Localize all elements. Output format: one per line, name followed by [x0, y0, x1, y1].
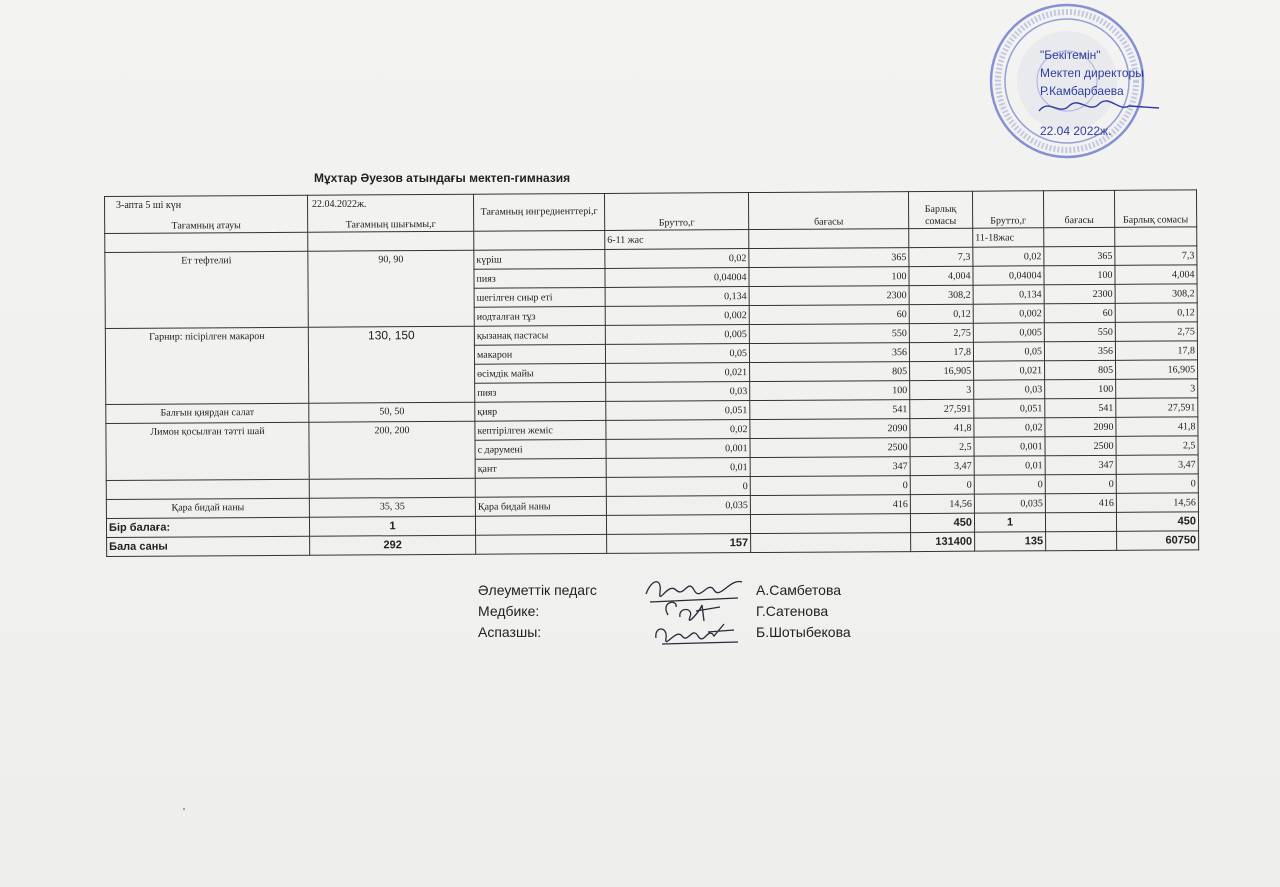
- per-child-count: 1: [309, 516, 475, 536]
- sum-1: 17,8: [909, 342, 973, 361]
- dish-name: Балғын қиярдан салат: [106, 403, 309, 423]
- brutto-1: 0,005: [605, 325, 749, 345]
- brutto-2: 0,002: [973, 304, 1044, 323]
- header-ingredients: Тағамның ингредиенттері,г: [473, 193, 604, 231]
- price-2: 541: [1045, 398, 1116, 417]
- sum-2: 7,3: [1115, 246, 1197, 266]
- ingredient: кептірілген жеміс: [475, 420, 606, 440]
- paper-speck: [183, 808, 185, 810]
- signature-name: Г.Сатенова: [756, 603, 829, 619]
- brutto-1: 0,05: [605, 344, 749, 364]
- dish-yield: [309, 478, 475, 498]
- header-price-2: бағасы: [1043, 190, 1114, 227]
- sum-2: 3: [1116, 379, 1198, 399]
- brutto-1: 0,02: [606, 420, 750, 440]
- sum-1: 14,56: [910, 494, 974, 513]
- price-1: 356: [749, 343, 909, 363]
- children-count: 292: [310, 535, 476, 555]
- brutto-1: 0: [606, 477, 750, 497]
- brutto-1: 0,002: [605, 306, 749, 326]
- price-2: 356: [1044, 341, 1115, 360]
- sum-2: 14,56: [1116, 493, 1198, 513]
- ingredient: шегілген сиыр еті: [474, 287, 605, 307]
- signature-name: Б.Шотыбекова: [756, 624, 851, 640]
- sum-2: 2,75: [1115, 322, 1197, 342]
- sum-1: 4,004: [909, 266, 973, 285]
- header-sum-1: Барлық сомасы: [908, 191, 972, 228]
- director-signature: [1034, 96, 1164, 118]
- dish-yield: 90, 90: [308, 250, 474, 327]
- price-2: 347: [1045, 455, 1116, 474]
- sum-1: 7,3: [909, 247, 973, 266]
- approval-line-1: "Бекітемін": [1040, 48, 1101, 62]
- sum-1: 0: [910, 475, 974, 494]
- ingredient: пияз: [474, 268, 605, 288]
- brutto-2: 0,05: [973, 342, 1044, 361]
- brutto-2: 0,03: [974, 380, 1045, 399]
- brutto-2: 0,02: [973, 247, 1044, 266]
- ingredient: күріш: [474, 249, 605, 269]
- brutto-2: 0,134: [973, 285, 1044, 304]
- price-2: 100: [1044, 265, 1115, 284]
- school-title: Мұхтар Әуезов атындағы мектеп-гимназия: [314, 171, 571, 185]
- price-2: 60: [1044, 303, 1115, 322]
- week-day-label: 3-апта 5 ші күн: [116, 200, 182, 211]
- price-2: 416: [1045, 493, 1116, 512]
- brutto-1: 0,021: [606, 363, 750, 383]
- brutto-1: 0,035: [606, 496, 750, 516]
- header-brutto-1: Брутто,г: [604, 193, 748, 231]
- sum-2: 17,8: [1115, 341, 1197, 361]
- price-2: 2500: [1045, 436, 1116, 455]
- sum-1: 41,8: [910, 418, 974, 437]
- age-group-1: 6-11 жас: [605, 230, 749, 250]
- sum-2: 41,8: [1116, 417, 1198, 437]
- sum-2: 0,12: [1115, 303, 1197, 323]
- price-1: 100: [750, 381, 910, 401]
- brutto-1: 0,01: [606, 458, 750, 478]
- dish-name: [106, 479, 309, 499]
- brutto-1: 0,051: [606, 401, 750, 421]
- header-dish: Тағамның атауы: [105, 195, 308, 233]
- price-1: 365: [749, 248, 909, 268]
- brutto-2: 0,021: [974, 361, 1045, 380]
- approval-block: [1040, 46, 1144, 138]
- sum-1: 27,591: [910, 399, 974, 418]
- header-yield: Тағамның шығымы,г: [307, 194, 473, 232]
- price-2: 2090: [1045, 417, 1116, 436]
- sum-2: 3,47: [1116, 455, 1198, 475]
- dish-yield: 200, 200: [309, 421, 475, 479]
- sum-2: 4,004: [1115, 265, 1197, 285]
- ingredient: пияз: [475, 382, 606, 402]
- ingredient: қант: [475, 458, 606, 478]
- approval-date: 22.04 2022ж.: [1040, 124, 1112, 138]
- brutto-2: 0,01: [974, 456, 1045, 475]
- dish-name: Гарнир: пісірілген макарон: [105, 327, 308, 404]
- children-sum-2: 60750: [1117, 531, 1199, 551]
- sum-2: 2,5: [1116, 436, 1198, 456]
- sum-1: 3: [910, 380, 974, 399]
- ingredient: өсімдік майы: [475, 363, 606, 383]
- header-brutto-2: Брутто,г: [972, 191, 1043, 228]
- price-2: 550: [1044, 322, 1115, 341]
- brutto-1: 0,03: [606, 382, 750, 402]
- signature-role: Әлеуметтік педагс: [478, 582, 597, 598]
- sum-1: 0,12: [909, 304, 973, 323]
- price-1: 550: [749, 324, 909, 344]
- signature-role: Аспазшы:: [478, 624, 542, 640]
- menu-date: 22.04.2022ж.: [312, 199, 367, 210]
- price-1: 2500: [750, 438, 910, 458]
- ingredient: қияр: [475, 401, 606, 421]
- brutto-2: 0,04004: [973, 266, 1044, 285]
- brutto-1: 0,04004: [605, 268, 749, 288]
- price-2: 100: [1045, 379, 1116, 398]
- dish-yield: 130, 150: [308, 326, 474, 403]
- brutto-1: 0,134: [605, 287, 749, 307]
- children-brutto-1: 157: [607, 534, 751, 554]
- header-sum-2: Барлық сомасы: [1114, 190, 1196, 228]
- dish-name: Қара бидай наны: [106, 498, 309, 518]
- price-1: 541: [750, 400, 910, 420]
- approval-line-3: Р.Камбарбаева: [1040, 84, 1124, 98]
- price-1: 805: [750, 362, 910, 382]
- brutto-1: 0,02: [605, 249, 749, 269]
- brutto-2: 0,001: [974, 437, 1045, 456]
- ingredient: иодталған тұз: [474, 306, 605, 326]
- menu-table: [104, 189, 1199, 557]
- signature-name: А.Самбетова: [756, 582, 842, 598]
- brutto-2: 0,051: [974, 399, 1045, 418]
- per-child-sum-1: 450: [910, 513, 974, 532]
- ingredient: макарон: [474, 344, 605, 364]
- brutto-2: 0,035: [974, 494, 1045, 513]
- children-brutto-2: 135: [975, 532, 1046, 551]
- sum-2: 16,905: [1116, 360, 1198, 380]
- brutto-2: 0: [974, 475, 1045, 494]
- children-label: Бала саны: [107, 536, 310, 556]
- brutto-2: 0,005: [973, 323, 1044, 342]
- price-2: 2300: [1044, 284, 1115, 303]
- ingredient: Қара бидай наны: [475, 496, 606, 516]
- price-1: 100: [749, 267, 909, 287]
- signature-role: Медбике:: [478, 603, 540, 619]
- sum-1: 2,5: [910, 437, 974, 456]
- ingredient: с дәрумені: [475, 439, 606, 459]
- price-1: 347: [750, 457, 910, 477]
- price-2: 0: [1045, 474, 1116, 493]
- dish-yield: 50, 50: [309, 402, 475, 422]
- sum-1: 2,75: [909, 323, 973, 342]
- children-sum-1: 131400: [911, 532, 975, 551]
- ingredient: [475, 477, 606, 497]
- header-price-1: бағасы: [748, 192, 908, 230]
- sum-1: 3,47: [910, 456, 974, 475]
- price-2: 365: [1044, 246, 1115, 265]
- sum-2: 27,591: [1116, 398, 1198, 418]
- dish-name: Лимон қосылған тәтті шай: [106, 422, 309, 480]
- price-1: 416: [750, 495, 910, 515]
- price-1: 0: [750, 476, 910, 496]
- age-group-2: 11-18жас: [973, 228, 1044, 247]
- sum-1: 16,905: [910, 361, 974, 380]
- sum-1: 308,2: [909, 285, 973, 304]
- per-child-brutto-2: 1: [974, 513, 1045, 532]
- approval-line-2: Мектеп директоры: [1040, 66, 1144, 80]
- price-1: 2300: [749, 286, 909, 306]
- brutto-2: 0,02: [974, 418, 1045, 437]
- sum-2: 0: [1116, 474, 1198, 494]
- brutto-1: 0,001: [606, 439, 750, 459]
- price-1: 2090: [750, 419, 910, 439]
- dish-yield: 35, 35: [309, 497, 475, 517]
- per-child-label: Бір балаға:: [106, 517, 309, 537]
- handwritten-signature-3: [638, 614, 748, 650]
- sum-2: 308,2: [1115, 284, 1197, 304]
- per-child-sum-2: 450: [1116, 512, 1198, 532]
- ingredient: қызанақ пастасы: [474, 325, 605, 345]
- price-1: 60: [749, 305, 909, 325]
- price-2: 805: [1045, 360, 1116, 379]
- dish-name: Ет тефтелиі: [105, 251, 308, 328]
